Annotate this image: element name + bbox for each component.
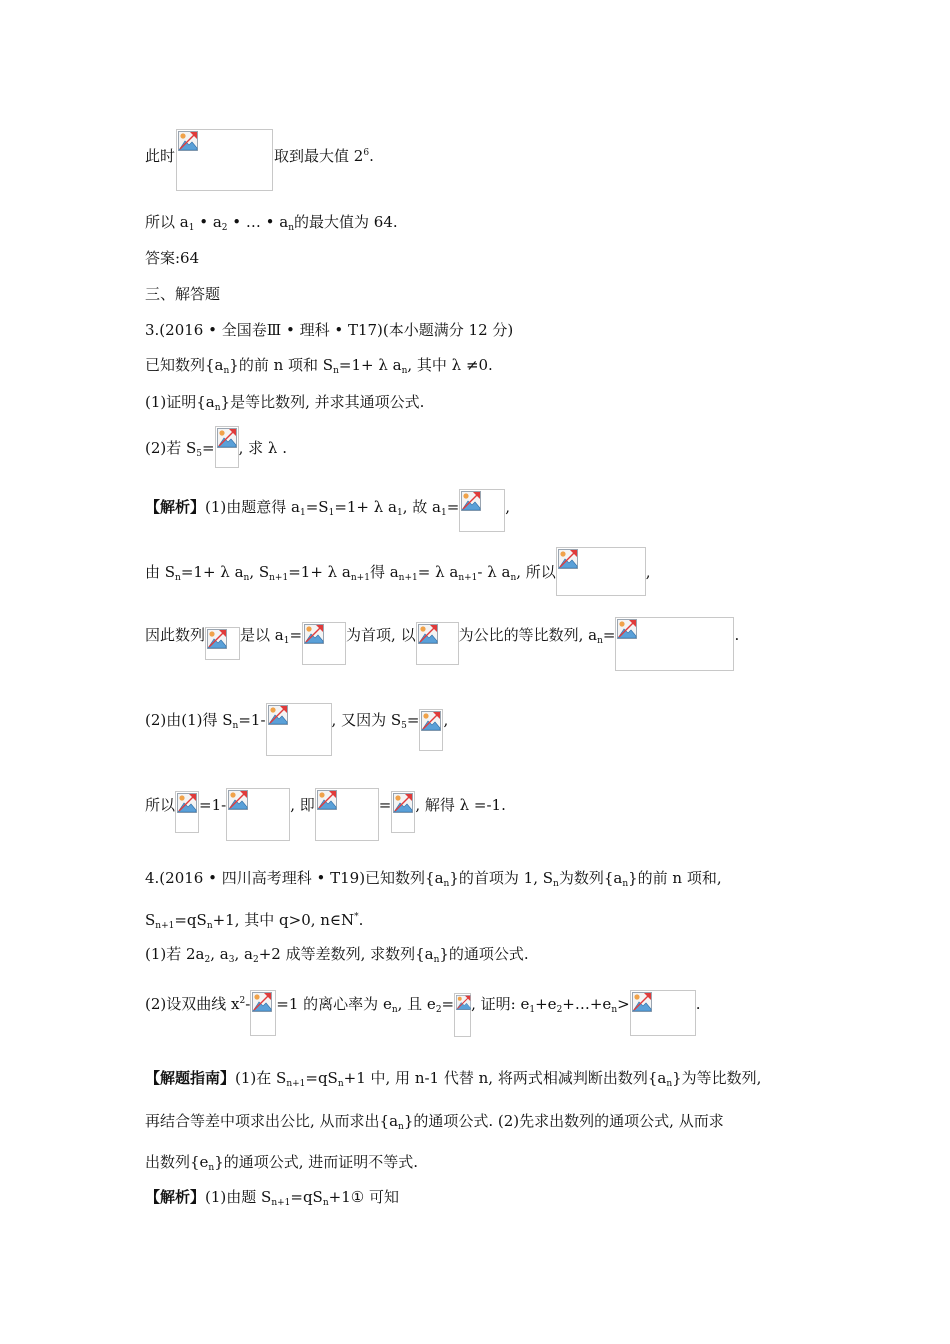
answer-line: 答案:64 [145,249,200,267]
text: 出数列{e [145,1153,209,1171]
text: =1+ λ a [180,563,244,581]
subscript: n [666,1079,673,1089]
formula-image [556,547,646,596]
subscript: 2 [252,955,259,965]
formula-image [215,426,239,468]
subscript: n [433,955,440,965]
superscript: * [354,912,359,922]
text: =1+ λ a [288,563,351,581]
text: , 又因为 S [331,711,402,729]
section-heading: 三、解答题 [145,285,221,303]
text: , 即 [290,796,315,814]
text-line [145,944,529,964]
subscript: n [337,1079,344,1089]
text: 所以 [145,796,176,814]
subscript: 2 [435,1005,442,1015]
text: , a [210,945,229,963]
subscript: 3 [228,955,235,965]
subscript: n [175,573,181,583]
subscript: n [391,1005,398,1015]
problem-header: 3.(2016 • 全国卷Ⅲ • 理科 • T17)(本小题满分 12 分) [145,321,514,339]
subscript: 1 [188,223,195,233]
text-line [145,438,287,468]
text: 再结合等差中项求出公比, 从而求出{a [145,1112,399,1130]
text: }的前 n 项和, [628,869,722,887]
subscript: 5 [196,449,203,459]
text: - [245,995,251,1013]
text: +…+e [562,995,612,1013]
text: =1 的离心率为 e [276,995,392,1013]
formula-image [266,703,332,756]
text: S [145,911,156,929]
text: , 证明: e [471,995,530,1013]
subscript: n+1 [286,1079,306,1089]
formula-image [175,791,199,833]
text: = λ a [417,563,459,581]
subscript: n [208,1163,215,1173]
text-line [145,146,374,191]
subscript: n+1 [350,573,370,583]
analysis-tag: 【解析】 [145,498,206,516]
text: }的首项为 1, S [449,869,554,887]
text: (1)在 S [235,1069,287,1087]
text: , 解得 λ =-1. [415,796,506,814]
broken-image-icon [317,790,337,810]
text: 取到最大值 2 [274,147,364,165]
text: = [441,995,455,1013]
text: , 所以 [516,563,556,581]
text: =1+ λ a [338,356,402,374]
text: , [645,563,651,581]
text: +1① 可知 [328,1188,399,1206]
text: }为等比数列, [672,1069,762,1087]
text: 已知数列{a [145,356,224,374]
text-line [145,497,510,532]
subscript: n [232,721,239,731]
broken-image-icon [252,992,272,1012]
text: = [289,626,303,644]
subscript: n [622,879,629,889]
subscript: n [322,1198,329,1208]
text: 为公比的等比数列, a [458,626,598,644]
text-line [145,710,448,756]
text: 的最大值为 64. [294,213,398,231]
superscript: 6 [363,148,370,158]
formula-image [454,993,471,1037]
text: (1)由题 S [205,1188,272,1206]
formula-image [315,788,379,841]
subscript: n [214,403,221,413]
text-line [145,1187,399,1207]
subscript: n [401,366,408,376]
text: , 且 e [397,995,436,1013]
subscript: n [611,1005,618,1015]
text: (1)若 2a [145,945,205,963]
subscript: 1 [440,508,447,518]
text: =1+ λ a [334,498,397,516]
subscript: n [333,366,339,376]
text-line [145,1152,418,1172]
broken-image-icon [304,624,324,644]
text: =S [305,498,329,516]
subscript: n [510,573,517,583]
broken-image-icon [177,793,197,813]
text: 得 a [369,563,399,581]
text: =qS [305,1069,338,1087]
formula-image [419,709,443,751]
text: =qS [290,1188,323,1206]
subscript: 1 [299,508,306,518]
text: }的通项公式, 进而证明不等式. [214,1153,419,1171]
text: - λ a [477,563,511,581]
subscript: n [288,223,295,233]
broken-image-icon [456,995,471,1010]
text: = [602,626,616,644]
text: +e [535,995,557,1013]
formula-image [176,129,273,191]
text: =qS [174,911,207,929]
subscript: 1 [283,636,290,646]
subscript: n+1 [271,1198,291,1208]
broken-image-icon [617,619,637,639]
text: , [443,711,449,729]
broken-image-icon [558,549,578,569]
text: (2)由(1)得 S [145,711,233,729]
text: (1)证明{a [145,393,215,411]
formula-image [416,622,459,665]
text-line [145,355,493,375]
broken-image-icon [421,711,441,731]
text: 为首项, 以 [346,626,416,644]
formula-image [226,788,290,841]
text-line [145,212,398,232]
text-line [145,1111,724,1131]
text: +2 成等差数列, 求数列{a [258,945,434,963]
formula-image [459,489,505,532]
text: 所以 a [145,213,189,231]
subscript: n+1 [155,921,175,931]
text: (1)由题意得 a [205,498,300,516]
text: }的通项公式. [439,945,529,963]
text: (2)设双曲线 x [145,995,240,1013]
formula-image [630,990,696,1036]
subscript: n [553,879,559,889]
text: +1, 其中 q>0, n∈N [212,911,355,929]
formula-image [615,617,734,671]
broken-image-icon [228,790,248,810]
subscript: 1 [328,508,335,518]
text: , a [234,945,253,963]
text: 4.(2016 • 四川高考理科 • T19)已知数列{a [145,869,444,887]
text: , 求 λ . [238,439,287,457]
subscript: n [443,879,450,889]
text: , [505,498,511,516]
subscript: n [223,366,230,376]
broken-image-icon [268,705,288,725]
text-line [145,392,424,412]
text: • a [194,213,222,231]
text: 此时 [145,147,176,165]
superscript: 2 [239,996,246,1006]
text: . [358,911,364,929]
text: , 其中 λ ≠0. [407,356,493,374]
subscript: 1 [396,508,403,518]
subscript: n+1 [458,573,478,583]
subscript: 2 [221,223,228,233]
subscript: n [597,636,603,646]
text: =1- [199,796,227,814]
formula-image [302,622,346,665]
subscript: 2 [204,955,211,965]
analysis-tag: 【解析】 [145,1188,206,1206]
broken-image-icon [178,131,198,151]
text: = [378,796,392,814]
text: 由 S [145,563,176,581]
text: . [369,147,374,165]
text-line [145,868,722,888]
text: . [734,626,740,644]
text-line [145,562,651,596]
broken-image-icon [207,629,227,649]
subscript: 1 [529,1005,536,1015]
subscript: n+1 [398,573,418,583]
text: 为数列{a [558,869,623,887]
formula-image [250,990,276,1036]
broken-image-icon [632,992,652,1012]
text: = [202,439,215,457]
text-line [145,795,506,841]
text: 是以 a [240,626,284,644]
text: > [617,995,630,1013]
guide-tag: 【解题指南】 [145,1069,236,1087]
text: = [406,711,420,729]
text: (2)若 S [145,439,197,457]
broken-image-icon [461,491,481,511]
formula-image [205,627,240,660]
subscript: n [243,573,250,583]
text: = [446,498,460,516]
text-line [145,1068,761,1088]
broken-image-icon [418,624,438,644]
text-line [145,910,363,930]
text: , 故 a [402,498,441,516]
subscript: 5 [401,721,407,731]
broken-image-icon [393,793,413,813]
formula-image [391,791,415,833]
subscript: n [398,1122,404,1132]
text: 因此数列 [145,626,206,644]
subscript: n [206,921,213,931]
text: }是等比数列, 并求其通项公式. [220,393,425,411]
text: +1 中, 用 n-1 代替 n, 将两式相减判断出数列{a [343,1069,667,1087]
subscript: 2 [556,1005,563,1015]
text: • … • a [227,213,289,231]
text: =1- [238,711,266,729]
text: , S [249,563,270,581]
subscript: n+1 [269,573,289,583]
text-line [145,625,739,671]
text: }的前 n 项和 S [229,356,334,374]
text: . [695,995,701,1013]
broken-image-icon [217,428,237,448]
text: }的通项公式. (2)先求出数列的通项公式, 从而求 [403,1112,724,1130]
text-line [145,994,700,1037]
